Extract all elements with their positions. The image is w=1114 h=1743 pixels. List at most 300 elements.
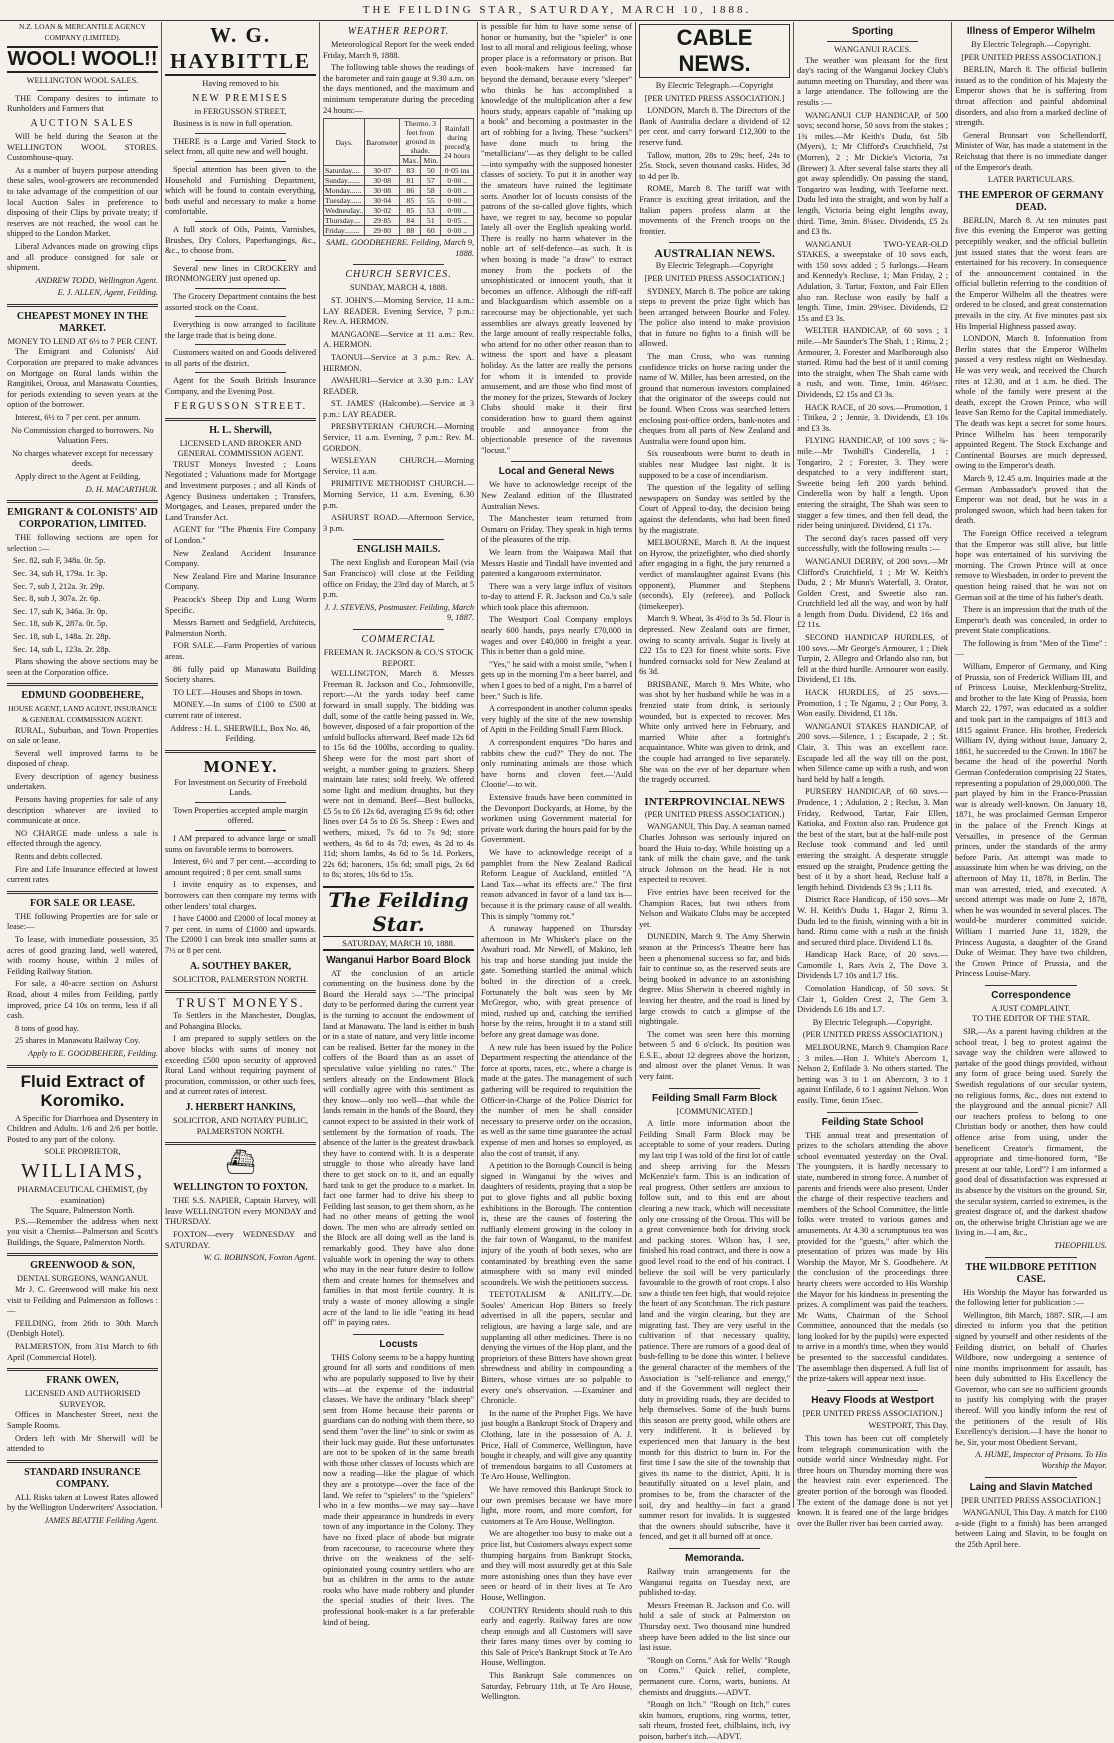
money-paragraph: I have £4000 and £2000 of local money at 7 per cent. in sums of £1000 and upwards. The £2000 I can break into smaller sums at 7½ or 8 per cent.: [165, 914, 317, 955]
cable-title: CABLE NEWS.: [639, 24, 790, 78]
greenwood-paragraph: PALMERSTON, from 31st March to 6th April (Commercial Hotel).: [7, 1342, 159, 1362]
signature: W. G. ROBINSON, Foxton Agent.: [203, 1253, 317, 1263]
sherwill-paragraph: Messrs Barnett and Sedgfield, Architects, Palmerston North.: [165, 618, 317, 638]
race-item: District Race Handicap, of 150 sovs—Mr W. H. Keith's Dudu 1, Hagar 2, Rimu 3. Dudu led to the finish, winning with a bit in hand. Rimu came with a rush at the finish and secured third place. Dividend L1 8s.: [797, 895, 949, 947]
dead-title: THE EMPEROR OF GERMANY DEAD.: [958, 189, 1105, 213]
race-item: PURSERY HANDICAP, of 60 sovs.—Prudence, 1 ; Adulation, 2 ; Reclus, 3. Man Friday, Redwood, Tartar, Fair Ellen, Katioka, and Foxton also ran. Prudence got the best of the start, but at the half-mile post Recluse took command and led until entering the straight. A desperate struggle ensued up the straight, Prudence getting the best of it by a short head, Recluse half a length behind. Dividends £3 9s ; L11 8s.: [797, 787, 949, 892]
table-cell: 84: [400, 216, 421, 226]
haybittle-paragraph: Agent for the South British Insurance Company, and the Evening Post.: [165, 376, 317, 397]
press-association: (PER UNITED PRESS ASSOCIATION.): [802, 1030, 943, 1040]
owen-advert: [7, 1375, 158, 1455]
table-row: [324, 166, 474, 176]
table-cell: Tuesday......: [324, 196, 365, 206]
church-date: SUNDAY, MARCH 4, 1888.: [349, 283, 448, 293]
money-paragraph: Interest, 6½ and 7 per cent.—according to amount required ; 8 per cent. small sums: [165, 857, 317, 877]
news-item: DUNEDIN, March 9. The Amy Sherwin season at the Princess's Theatre here has been a phenomenal success so far, and bids fair to continue so, as the reserved seats are being booked in advance to an astonishing degree. Miss Sherwin is cheered nightly in leaving her theatre, and the road is lined by large crowds to catch a glimpse of the nightingale.: [639, 932, 791, 1027]
divider: [7, 500, 158, 503]
race-item: HACK HURDLES, of 25 sovs.—Promotion, 1 ; Te Ngamu, 2 ; Our Pony, 3. Won easily. Dividend, £1 18s.: [797, 688, 949, 719]
sporting: [797, 26, 948, 1107]
emigrant-title: EMIGRANT & COLONISTS' AID CORPORATION, LIMITED.: [7, 507, 158, 531]
for-sale-paragraph: 8 tons of good hay.: [15, 1023, 79, 1033]
table-cell: Friday........: [324, 226, 365, 236]
table-cell: Saturday....: [324, 166, 365, 176]
news-item: LONDON, March 8. The Directors of the Bank of Australia declare a dividend of 12 per cent. and carry forward £12,300 to the reserve fund.: [639, 106, 791, 147]
stock-title: FREEMAN R. JACKSON & CO.'S STOCK REPORT.: [323, 647, 474, 668]
english-mails: [323, 544, 474, 624]
table-row: [324, 216, 474, 226]
agency-name: N.Z. LOAN & MERCANTILE AGENCY COMPANY (LIMITED).: [18, 22, 147, 42]
emigrant-advert: [7, 507, 158, 678]
list-item: Sec. 82, sub F, 348a. 0r. 5p.: [13, 556, 106, 566]
signature: J. J. STEVENS, Postmaster. Feilding, March 9, 1887.: [324, 602, 475, 623]
memoranda-title: Memoranda.: [685, 1553, 745, 1564]
race-item: SECOND HANDICAP HURDLES, of 100 sovs.—Mr George's Armourer, 1 ; Diek Turpin, 2. Allegro and Orlando also ran, but fell at the third hurdle. Armourer won easily. Dividend, £1 18s.: [797, 633, 949, 685]
signature: Apply to E. GOODBEHERE, Feilding.: [27, 1048, 159, 1058]
news-item: "Rough on Corns." Ask for Wells' "Rough on Corns." Quick relief, complete, permanent cure. Corns, warts, bunions. At chemists and druggists.—ADVT.: [639, 1655, 791, 1697]
byline: By Electric Telegraph.—Copyright.: [971, 40, 1091, 49]
list-item: Sec. 18, sub K, 287a. 0r. 5p.: [13, 619, 108, 629]
interprovincial-title: INTERPROVINCIAL NEWS: [644, 795, 785, 808]
greenwood-title: GREENWOOD & SON,: [30, 1260, 135, 1272]
owen-subtitle: LICENSED AND AUTHORISED SURVEYOR.: [24, 1389, 141, 1409]
table-cell: 60: [421, 226, 441, 236]
list-item: ASHURST ROAD.—Afternoon Service, 3 p.m.: [323, 513, 475, 533]
news-item: A correspondent enquires "Do hares and rabbits chew the cud?" They do not. The only ruminating animals are those which have horns and cloven feet.—'Auld Clootie'—to wit.: [481, 738, 633, 790]
haybittle-paragraph: Everything is now arranged to facilitate the large trade that is being done.: [165, 320, 317, 340]
news-item: LONDON, March 8. Information from Berlin states that the Emperor Wilhelm passed a very restless night on Wednesday. He was very weak, and received the Church rites at 12.30, and at 1 a.m. he died. The whole of the family were present at the death, except the Crown Prince, who will leave San Remo for the Capital immediately. The death was kept a secret for some hours. Prince Wilhelm has been temporarily appointed Regent. The Stock Exchange and Continental Bourses are much depressed, owing to the Emperor's death.: [955, 334, 1107, 471]
foxton-paragraph: THE S.S. NAPIER, Captain Harvey, will leave WELLINGTON every MONDAY and THURSDAY.: [165, 1196, 317, 1227]
column-2: [162, 22, 320, 1508]
standard-paragraph: ALL Risks taken at Lowest Rates allowed by the Wellington Underwriters' Association.: [7, 1492, 159, 1513]
divider: [985, 985, 1077, 986]
memoranda: [639, 1553, 790, 1743]
williams-address: The Square, Palmerston North.: [30, 1206, 135, 1216]
money-paragraph: I AM prepared to advance large or small sums on favorable terms to borrowers.: [165, 834, 317, 854]
divider: [827, 1112, 918, 1113]
church-title: CHURCH SERVICES.: [345, 269, 452, 281]
money-title: MONEY.: [203, 756, 278, 776]
weather-table: [323, 118, 474, 236]
for-sale-paragraph: 25 shares in Manawatu Railway Coy.: [15, 1036, 141, 1046]
correspondence-paragraph: SIR,—As a parent having children at the school treat, I beg to protest against the savage way the children were allowed to partake of the good things provided, without any form of grace being used. Surely the Swedish regulations of our secular system, no religious forms, &c., does not extend to the playground and the annual picnic? All our teachers profess to belong to one Christian body or another, then how could offence arise from using, under the beneficent Creator's firmament, the appropriate and time-honored form, "Be present at our table, Lord"? I am informed a good deal of dissatisfaction was expressed at its absence by the visitors on the ground. Sir, the secular system, carried to extremes, is the greatest disgrace of, and the darkest shadow on, the otherwise bright Christian age we are living in.—I am, &c.,: [955, 1027, 1107, 1238]
goodbehere-paragraph: Several well improved farms to be disposed of cheap.: [7, 748, 159, 769]
news-item: Five entries have been received for the Champion Races, but two others from Nelson and Waikato Clubs may be accepted yet.: [639, 887, 791, 929]
table-cell: 30·02: [365, 206, 400, 216]
locusts-article: [323, 1339, 474, 1628]
table-cell: 0·00 ..: [441, 186, 474, 196]
news-item: March 9, 12.45 a.m. Inquiries made at the German Ambassador's proved that the Emperor was not dead, but he was in a prolonged swoon, which had been taken for death.: [955, 473, 1107, 526]
goodbehere-paragraph: RURAL, Suburban, and Town Properties on sale or lease.: [7, 725, 159, 746]
news-item: William, Emperor of Germany, and King of Prussia, son of Frederick William III, and of Princess Louise, Mecklenburg-Strelitz, and brother to the late King of Prussia, born March 22, 1797, was educated as a soldier and took part in the campaigns of 1813 and 1815 against France. His brother, Frederick William IV, dying without issue, January 2, 1861, he succeeded to the Crown. In 1867 he became the head of the powerful North German Confederation comprising 22 States, representing a population of 29,000,000. The part played by him in the Franco-Prussian war is already well-known. On January 18, 1871, he was proclaimed German Emperor in the palace of the French Kings at Versailles, in presence of the German princes, under the standards of the army before Paris. An attempt was made to assassinate him when he was driving, on the afternoon of May 11, 1878, in Berlin. The man was arrested, tried, and executed. A second attempt was made on June 2, 1878, when he was wounded in several places. The would-be murderer committed suicide. William I married June 11, 1829, the Princess Augusta, a daughter of the Grand Duke of Weimar. They have two children, the Crown Prince of Prussia, and the Princess Louise-Mary.: [955, 662, 1107, 979]
signature: SAML. GOODBEHERE. Feilding, March 9, 1888.: [325, 238, 475, 258]
news-item: General Bronsart von Schellendorff, Minister of War, has made a statement in the Reichstag that there is no immediate danger of the Emperor's death.: [955, 130, 1107, 172]
haybittle-paragraph: Several new lines in CROCKERY and IRONMONGERY just opened up.: [165, 263, 317, 284]
owen-paragraph: Orders left with Mr Sherwill will be attended to: [7, 1433, 159, 1454]
table-cell: Monday......: [324, 186, 365, 196]
table-cell: 30·08: [365, 186, 400, 196]
koromiko-paragraph: A Specific for Diarrhoea and Dysentery in Children and Adults. 1/6 and 2/6 per bottle. Posted to any part of the colony.: [7, 1113, 159, 1144]
paper-masthead: The Feilding Star.: [323, 886, 474, 937]
column-7: [952, 22, 1110, 1549]
race-item: MELBOURNE, March 9. Champion Race ; 3 miles.—Hon J. White's Abercorn 1, Nelson 2, Enfilade 3. No others started. The betting was 3 to 1 on Abercorn, 3 to 1 against Enfilade, 6 to 1 against Nelson. Won easily. Time, 6min 15sec.: [797, 1043, 949, 1105]
correspondence: [955, 990, 1107, 1252]
column-6: [794, 22, 952, 1528]
press-association: [PER UNITED PRESS ASSOCIATION.]: [644, 93, 785, 103]
greenwood-paragraph: Mr J. C. Greenwood will make his next visit to Feilding and Palmerston as follows :—: [7, 1285, 159, 1316]
press-association: [PER UNITED PRESS ASSOCIATION.]: [644, 273, 785, 283]
table-header: Min.: [421, 156, 441, 166]
money-paragraph: For Investment on Security of Freehold Lands.: [174, 777, 307, 798]
weather-report: [323, 26, 474, 259]
divider: [7, 1460, 158, 1463]
mails-title: ENGLISH MAILS.: [356, 544, 441, 556]
list-item: WESLEYAN CHURCH.—Morning Service, 11 a.m.: [323, 456, 475, 476]
divider: [195, 372, 286, 373]
mails-paragraph: The next English and European Mail (via San Francisco) will close at the Feilding office on Friday, the 23rd day of March, at 5 p.m.: [323, 558, 475, 600]
sherwill-paragraph: TO LET.—Houses and Shops in town.: [173, 687, 303, 697]
sherwill-subtitle: LICENSED LAND BROKER AND GENERAL COMMISSION AGENT.: [177, 438, 304, 459]
news-item: The following is from "Men of the Time" :—: [955, 638, 1107, 659]
table-cell: 0·00 ..: [441, 176, 474, 186]
news-item: BERLIN, March 8. At ten minutes past five this evening the Emperor was getting perceptibly weaker, and the official bulletin just issued states that the worst fears are entertained for his recovery. In consequence of the announcement contained in the official bulletin referring to the condition of the Emperor Wilhelm all the theatres were ordered to be closed, and great consternation prevails in the city. At five minutes past six His Imperial Highness passed away.: [955, 215, 1107, 331]
locusts-paragraph: THIS Colony seems to be a happy hunting ground for all sorts and conditions of men who are popularly supposed to live by their wits—at the expense of the industrial classes. We have the ordinary "black sheep" sent from Home because their parents or guardians can do nothing with them there, so send them "over the line" to sink or swim as their luck may guide. But these unfortunates are not to be spoken of in the same breath with those other classes of locusts which are now a reading—like the plague of which they are a prototype—over the face of the land. We refer to "spielers" to the "spielers" who in a few months—we may say—have made their appearance in hundreds in every town of any importance in the Colony. They have no fixed place of abode but migrate from racecourse, to racecourse where they thrive on the weakness of the self-opinionated young country settlers who are but as children in the arms to the astute rooks who have made robbery and plunder the special studies of their lives. The professional book-maker is a far preferable kind of being.: [323, 1352, 475, 1627]
table-cell: Wednesday..: [325, 206, 364, 216]
news-item: WANGANUI, This Day. A seaman named Charles Johnson was seriously injured on board the Huia to-day. While hoisting up a tank of milk the chain gave, and the tank struck Johnson on the head. He is not expected to recover.: [639, 822, 791, 885]
table-cell: 57: [421, 176, 441, 186]
haybittle-paragraph: Business is is now in full operation.: [173, 119, 293, 129]
news-item: This Bankrupt Sale commences on Saturday, February 11th, at Te Aro House, Wellington.: [481, 1671, 633, 1702]
table-row: [324, 176, 474, 186]
table-header: Barometer: [365, 119, 400, 166]
trust-paragraph: I am prepared to supply settlers on the above blocks with sums of money not exceeding £500 upon security of approved Rural Land without requiring payment of procuration, commission, or other such fees, and at current rates of interest.: [165, 1034, 317, 1097]
race-item: FLYING HANDICAP, of 100 sovs ; ¾-mile.—Mr Twohill's Cinderella, 1 ; Tongariro, 2 ; Forester, 3. They were despatched to a very indifferent start, Sweetie being left 200 yards behind. Cinderella won by half a length. Upon entering the straight, The Shah was seen to stagger a few times, and then fell dead, the rider being uninjured. Dividend, £1 17s.: [797, 436, 949, 531]
sherwill-paragraph: AGENT for "The Phœnix Fire Company of London.": [165, 525, 317, 545]
table-cell: 29·80: [365, 226, 400, 236]
small-farm-block: [639, 1093, 790, 1543]
divider: [165, 1142, 316, 1145]
wool-subtitle: WELLINGTON WOOL SALES.: [26, 76, 139, 86]
wool-title: WOOL! WOOL!!: [7, 46, 158, 73]
foxton-paragraph: FOXTON—every WEDNESDAY and SATURDAY.: [165, 1229, 317, 1250]
goodbehere-paragraph: NO CHARGE made unless a sale is effected through the agency.: [7, 828, 159, 849]
floods-title: Heavy Floods at Westport: [811, 1394, 934, 1406]
list-item: PRESBYTERIAN CHURCH.—Morning Service, 11 a.m. Evening, 7 p.m.: Rev. M. GORDON.: [323, 422, 475, 453]
table-cell: 88: [400, 226, 421, 236]
races-title: WANGANUI RACES.: [833, 45, 912, 54]
foxton-title: WELLINGTON TO FOXTON.: [173, 1182, 308, 1194]
table-row: [324, 196, 474, 206]
local-news: [481, 466, 632, 1703]
byline: By Electric Telegraph.—Copyright: [655, 261, 774, 271]
news-item: A new rule has been issued by the Police Department respecting the attendance of the force at sports, races, etc., where a charge is made at the gates. The management of such gathering will be required to requisition the Officer-in-Charge of the Police District for the number of men he shall consider necessary to preserve order on the occasion, as well as the same time guarantee the actual expense of men and horses so employed, as also the cost of transit, if any.: [481, 1042, 633, 1158]
divider: [827, 41, 918, 42]
haybittle-paragraph: Special attention has been given to the Household and Furnishing Department, which will be found to contain everything, both useful and necessary to make a home comfortable.: [165, 164, 317, 217]
locusts-paragraph: is possible for him to have some sense of honor or humanity, but the "spieler" is one lost to all moral and religious feeling, whose proper place is a reformatory or prison. But even book-makers have increased far beyond the demand, because every "sleeper" who thinks he has accomplished a knowledge of the multiplication after a few hours study, appears capable of "making up a book" and becoming a postmaster in the art of robbing for a living. These "suckers" have done much to bring the "metallicians"—as they delight to be called —into sympathy with the supposed honester classes of society. To put it in another way the amateurs have ruined the legitimate sorts. Another lot of locusts consists of the patrons of the so-called glove fights, which have, we regret to say, become so popular lately all over the English speaking world. There is really no harm whatever in the noble art of self-defence—as such. It is when boxing is made "a draw" to extract money from the pockets of the unsophisticated or innocent youth, that it becomes an offence. Although the riff-raff and blackguardism which assemble on a racecourse may be objectionable, yet such assemblies are always greatly leavened by the large amount of really respectable folks, who attend for no other other reason than to witness the sport and have a pleasant holiday. As the latter are really the persons for whom it is intended to provide amusement, and are those who find most of the money for the prizes, Stewards of Jockey Clubs should make it their first consideration how to guard them against trouble and annoyance from the objectionable presence of the ravenous "locust.": [481, 22, 633, 455]
table-cell: 53: [421, 206, 441, 216]
divider: [195, 288, 286, 289]
table-cell: 55: [421, 196, 441, 206]
news-item: TEETOTALISM & ANILITY.—Dr. Soules' American Hop Bitters so freely advertised in all the papers, secular and religious, are having a large sale, and are supplanting all other medicines. There is no denying the virtues of the Hop plant, and the proprietors of these Bitters have shown great shrewdness and ability in compounding a Bitters, whose virtues are so palpable to every one's observation. —Examiner and Chronicle.: [481, 1290, 633, 1406]
emigrant-paragraph: THE following sections are open for selection :—: [7, 533, 159, 553]
owen-title: FRANK OWEN,: [46, 1375, 119, 1387]
list-item: MANGAONE—Service at 11 a.m.: Rev. A. HERMON.: [323, 329, 475, 350]
news-item: A petition to the Borough Council is being signed in Wanganui by the wives and daughters of residents, praying that a stop be put to glove fights and all public boxing exhibitions in the Borough. The contention is, these are the causes of fostering the ruffianly element growing in the colony in the fair town of Wanganui, to the manifest injury of the youth of both sexes, who are contaminated by breathing even the same atmosphere with so many evil minded scoundrels. We wish the petitioners success.: [481, 1161, 633, 1287]
news-item: MELBOURNE, March 8. At the inquest on Hyrow, the prizefighter, who died shortly after engaging in a fight, the jury returned a verdict of manslaughter against Evans (his opponent), Plummer and Stephens (seconds), Ely (referee), and Pollock (timekeeper).: [639, 538, 791, 611]
table-cell: 0·05 ..: [441, 216, 474, 226]
harbor-board-article: [323, 955, 474, 1329]
for-sale-advert: [7, 898, 158, 1060]
baker-title: A. SOUTHEY BAKER,: [189, 960, 292, 972]
locusts-title: Locusts: [379, 1338, 418, 1350]
table-cell: Thursday....: [324, 216, 365, 226]
press-association: [PER UNITED PRESS ASSOCIATION.]: [802, 1408, 943, 1418]
commercial: [323, 634, 474, 881]
australian-news: [639, 247, 790, 786]
divider: [827, 1390, 918, 1391]
hankins-title: J. HERBERT HANKINS,: [185, 1101, 296, 1113]
sherwill-title: H. L. Sherwill,: [209, 424, 272, 436]
money-subtitle: MONEY TO LEND AT 6½ to 7 PER CENT.: [7, 336, 158, 346]
commercial-title: COMMERCIAL: [361, 633, 436, 645]
divider: [353, 1334, 444, 1335]
byline: By Electric Telegraph.—Copyright.: [812, 1017, 933, 1027]
steamship-icon: ⛴: [225, 1150, 256, 1177]
trust-moneys-advert: [165, 996, 316, 1137]
news-item: "Yes," he said with a moist smile, "when I gets up in the morning I'm a beer barrel, and when I goes to bed of a night, I'm a barrel of beer." Such is life.: [481, 659, 633, 701]
table-cell: 58: [421, 186, 441, 196]
signature: E. J. ALLEN, Agent, Feilding.: [57, 288, 159, 298]
money-paragraph: No charges whatever except for necessary deeds.: [12, 448, 153, 469]
news-item: ROME, March 8. The tariff war with France is exciting great irritation, and the Italian papers profess alarm at the movements of the French troops on the frontier.: [639, 184, 791, 236]
state-school: [797, 1117, 948, 1385]
table-cell: 0·05 ins: [441, 166, 474, 176]
race-item: Handicap Hack Race, of 20 sovs.—Camomile 1, Rars Avis 2, The Dove 3. Dividends L7 10s and L7 16s.: [797, 950, 949, 981]
farm-subtitle: [COMMUNICATED.]: [676, 1106, 753, 1116]
haybittle-advert: [165, 22, 316, 413]
divider: [195, 316, 286, 317]
table-header: Max.: [400, 156, 421, 166]
byline: By Electric Telegraph.—Copyright: [655, 81, 774, 90]
local-news-title: Local and General News: [498, 466, 615, 478]
wildbore-paragraph: His Worship the Mayor has forwarded us the following letter for publication :—: [955, 1287, 1107, 1308]
correspondence-title: Correspondence: [991, 989, 1071, 1001]
wool-advert: [7, 22, 158, 299]
table-header: Rainfall during preced'g 24 hours: [441, 119, 474, 166]
sherwill-paragraph: Peacock's Sheep Dip and Lung Worm Specific.: [165, 594, 317, 615]
table-cell: 81: [400, 176, 421, 186]
dateline: WESTPORT, This Day.: [868, 1421, 949, 1431]
greenwood-subtitle: DENTAL SURGEONS, WANGANUI.: [17, 1274, 148, 1284]
stock-paragraph: WELLINGTON, March 8. Messrs Freeman R. Jackson and Co., Johnsonville, report:—At the yards today beef came forward in small supply. The bidding was dull, some of the cattle being passed in. We, however, disposed of a fair proportion of the unfold bullocks afterward. Beef made 12s 6d to 15s 6d the 100lbs, according to quality. Sheep were for the most part short of weight, a number going to graziers. Sheep maintain late rates; sold freely. We offered some light and medium draughts, but they were not in demand. Beef—Best bullocks, £5 5s to £6 12s 6d, averaging £5 9s 6d; other lines over £4 5s to £6 5s. Sheep : Ewes and wethers, mixed, 7s 6d to 7s 9d; store wethers, 4s 6d to 4s 7d; ewes, 4s 2d to 4s 11d; shorn lambs, 4s 6d to 5s 1d. Porkers, 22s 6d; baconers, 15s 6d; small pigs, 2s 6d to 8s; stores, 10s 6d to 15s.: [323, 669, 475, 880]
column-1: [4, 22, 162, 1525]
divider: [7, 1253, 158, 1256]
laing-title: Laing and Slavin Matched: [969, 1481, 1093, 1493]
wildbore-petition: [955, 1262, 1107, 1472]
divider: [165, 990, 316, 993]
race-item: HACK RACE, of 20 sovs.—Promotion, 1 ; Titikea, 2 ; Jennie, 3. Dividends, £3 10s and £3 3s.: [797, 402, 949, 433]
correspondence-to: TO THE EDITOR OF THE STAR.: [972, 1014, 1090, 1024]
press-association: [PER UNITED PRESS ASSOCIATION.]: [961, 1495, 1101, 1505]
for-sale-paragraph: THE following Properties are for sale or lease:—: [7, 911, 159, 932]
table-cell: 29·85: [365, 216, 400, 226]
divider: [7, 1065, 158, 1068]
news-item: We have to acknowledge receipt of a pamphlet from the New Zealand Radical Reform League of Auckland, entitled "A Land Tax—what its effects are." The first reason advanced in favor of a land tax is—because it is the primary cause of all wealth. This is simply "tommy rot.": [481, 847, 633, 921]
news-item: The Foreign Office received a telegram that the Emperor was still alive, but little hope was entertained of his surviving the morning. The Crown Prince will at once remove to Wiesbaden, in order to prevent the question being raised that he was not on German soil at the time of his father's death.: [955, 528, 1107, 602]
signature: THEOPHILUS.: [1054, 1240, 1107, 1250]
column-4: [478, 22, 636, 1702]
list-item: Sec. 7, sub J, 212a. 3r. 29p.: [13, 581, 105, 591]
money-paragraph: Apply direct to the Agent at Feilding,: [15, 472, 141, 481]
goodbehere-subtitle: HOUSE AGENT, LAND AGENT, INSURANCE & GENERAL COMMISSION AGENT.: [8, 704, 157, 724]
news-item: We learn from the Waipawa Mail that Messrs Hastie and Tindall have invented and patented a kangaroom exterminator.: [481, 547, 633, 579]
weather-title: WEATHER REPORT.: [347, 26, 450, 37]
greenwood-advert: [7, 1260, 158, 1363]
table-cell: 30·08: [365, 176, 400, 186]
news-item: BRISBANE, March 9. Mrs White, who was shot by her husband while he was in a frenzied state from drink, is seriously wounded, but is expected to recover. Mrs White only arrived here in February, and married White after a fortnight's acquaintance. White was given to drink, and the couple had arranged to live separately. She was on the eve of her departure when the tragedy occurred.: [639, 679, 791, 785]
table-cell: 30·07: [365, 166, 400, 176]
list-item: Sec. 34, sub H, 179a. 1r. 3p.: [13, 568, 108, 578]
wildbore-paragraph: Wellington, 8th March, 1887. SIR,—I am directed to inform you that the petition signed by yourself and other residents of the Feilding district, on behalf of Charles Wildbore, now undergoing a sentence of nine months imprisonment for assault, has been duly submitted to His Excellency the Governor, who can see no sufficient grounds to justify his complying with the prayer thereof. Will you kindly inform the rest of the petitioners of the result of His Excellency's decision.—I have the honor to be, Sir, your most Obedient Servant,: [955, 1310, 1107, 1447]
news-item: Tallow, mutton, 28s to 29s; beef, 24s to 25s. Stock, seven thousand casks. Hides, 3d to 4d per lb.: [639, 150, 791, 181]
news-item: The comet was seen here this morning between 5 and 6 o'clock. Its position was E.S.E., about 12 degrees above the horizon, and almost over the planet Venus. It was very faint.: [639, 1029, 791, 1082]
divider: [353, 539, 444, 540]
news-item: A runaway happened on Thursday afternoon in Mr Whisker's place on the Awahuri road. Mr Newell, of Makino, left his trap and horse standing just inside the gate. Something startled the animal which bolted in the direction of a creek. Fortunately the bolt was seen by Mr McGregor, who, with great presence of mind, rushed up and, catching the terrified horse by the reins, brought it to a stand still before any great damage was done.: [481, 924, 633, 1040]
table-cell: 0·00 ..: [441, 226, 474, 236]
column-3: [320, 22, 478, 1627]
baker-subtitle: SOLICITOR, PALMERSTON NORTH.: [172, 974, 309, 984]
news-item: Six rouseabouts were burnt to death in stables near Mudgee last night. It is supposed to be a case of incendiarism.: [639, 449, 791, 480]
sherwill-paragraph: New Zealand Fire and Marine Insurance Company.: [165, 571, 317, 592]
table-cell: 30·04: [365, 196, 400, 206]
later-title: LATER PARTICULARS.: [987, 175, 1075, 185]
signature: A. HUME, Inspector of Prisons. To His Worship the Mayor.: [975, 1450, 1107, 1471]
press-association: [PER UNITED PRESS ASSOCIATION.]: [961, 52, 1101, 62]
divider: [165, 418, 316, 421]
news-item: The question of the legality of selling newspapers on Sunday was settled by the Court of Appeal to-day, the decision being against the defendants, who had been fined by the magistrate.: [639, 483, 791, 535]
williams-title: WILLIAMS,: [21, 1159, 144, 1182]
race-item: The second day's races passed off very successfully, with the following results :—: [797, 533, 949, 554]
divider: [195, 161, 286, 162]
sherwill-advert: [165, 425, 316, 745]
list-item: TAONUI—Service at 3 p.m.: Rev. A. HERMON.: [323, 352, 475, 373]
news-item: COUNTRY Residents should rush to this early and eagerly. Railway fares are now cheap enough and all Customers will save their fares many times over by coming to this Sale of Price's Bankrupt Stock at Te Aro House, Wellington.: [481, 1605, 633, 1668]
divider: [669, 791, 760, 792]
money-advert: [165, 757, 316, 986]
news-item: We are altogether too busy to make out a price list, but Customers always expect some thumping bargains from Bankrupt Stocks, and they will most assuredly get at this Sale more astonishing ones than they have ever seen or heard of in their lives at Te Aro House, Wellington.: [481, 1529, 633, 1602]
list-item: PRIMITIVE METHODIST CHURCH.—Morning Service, 11 a.m. Evening, 6.30 p.m.: [323, 479, 475, 510]
divider: [195, 830, 286, 831]
news-item: Railway train arrangements for the Wanganui regatta on Tuesday next, are published to-day.: [639, 1567, 791, 1598]
divider: [669, 242, 760, 243]
race-item: WANGANUI DERBY, of 200 sovs.—Mr Clifford's Crutchfield, 1 ; Mr W. Keith's Dudu, 2 ; Mr Munn's Waterfall, 3. Orator, Golden Crest, and Sweetie also ran. Crutchfield led all the way, and won by half a length from Dudu. Dividend, £2 16s and £2 11s.: [797, 556, 949, 630]
laing-paragraph: WANGANUI, This Day. A match for £100 a-side (fight to a finish) has been arranged between Laing and Slavin, to be fought on the 25th April here.: [955, 1508, 1107, 1549]
news-item: March 9. Wheat, 3s 4½d to 3s 5d. Flour is depressed. New Zealand oats are firmer, owing to scanty arrivals. Sugar is lively at £22 15s to £23 for finest white sorts. Five hundred cornsacks sold for New Zealand at 6s 3d.: [639, 614, 791, 677]
list-item: AWAHURI—Service at 3.30 p.m.: LAY READER.: [323, 376, 475, 396]
divider: [353, 264, 444, 265]
farm-paragraph: A little more information about the Feilding Small Farm Block may be acceptable to some of your readers. During my last trip I was told of the first lot of cattle and sheep arriving for the Messrs McKenzie's farm. This is an indication of real progress. Other settlers are anxious to follow suit, and to this end are about clearing a new track, which will necessitate only one crossing of the Oroua. This will be a great convenience both for driving stock and packing stores. Wilson has, I see, finished his road contract, and there is now a good level road to the end of his contract. I believe the soil will be very particularly favourable to the growth of root crops. I also saw a thistle ten feet high, that would rejoice the heart of any Scotchman. The rich pasture land and the virgin clearing, but they are migrating fast. They are very useful in the cultivation of that necessary quality, patience. There are rumors of a good deal of bush-felling to be done this winter. I believe the general character of the members of the Association is "self-reliance and energy," and if the Government will neglect their duty in providing roads, they are decided to help themselves. Some of the bush burns this season are pretty good, while others are very indifferent. It is believed by experienced men that January is the best month for this district to burn in. For the first time I saw the site of the township that gives its name to the district, Apiti. It is beautifully situated on a level plain, and promises to be, from the character of the soil, dry and healthy—in fact a grand summer resort for invalids. It is suggested that the owners should subscribe, have it fenced, and get it all burned off at once.: [639, 1119, 791, 1542]
school-paragraph: THE annual treat and presentation of prizes to the scholars attending the above school eventuated yesterday on the Oval. The youngsters, it is hardly necessary to state, numbered in strong force. A number of parents and friends were also present. Under the charge of their respective teachers and members of the School Committee, the little folks were treated to various games and amusements. At 4.30 a scrumptuous tea was provided for the "guests," after which the presentation of prizes was made by His Worship the Mayor, Mr S. Goodbehere. At the conclusion of the proceedings three hearty cheers were accorded to His Worship the Mayor for his kindness in presenting the prizes. A compliment was paid the teachers. Mr Watts, Chairman of the School Committee, announced that the medals (so long looked for by the pupils) were expected to arrive in a month's time, when they would be presented to the successful candidates. The assemblage then dispersed. A full list of the prize-takers will appear next issue.: [797, 1130, 949, 1384]
race-item: WANGANUI STAKES HANDICAP, of 200 sovs.—Silence, 1 ; Escapade, 2 ; St. Clair, 3. This was an excellent race. Escapade led all the way till on the post, when Silence came up with a rush, and won hard held by half a length.: [797, 721, 949, 784]
sherwill-paragraph: 86 fully paid up Manawatu Building Society shares.: [165, 664, 317, 685]
money-paragraph: Town Properties accepted ample margin offered.: [173, 805, 308, 826]
divider: [195, 344, 286, 345]
money-paragraph: The Emigrant and Colonists' Aid Corporation are prepared to make advances on Mortgage on Rural lands within the Rangitikei, Oroua, and Manawatu Counties, for periods extending to seven years at the option of the borrower.: [7, 347, 159, 410]
illness-title: Illness of Emperor Wilhelm: [966, 26, 1096, 37]
table-row: [324, 226, 474, 236]
divider: [511, 461, 602, 462]
divider: [195, 260, 286, 261]
divider: [669, 1088, 760, 1089]
foxton-advert: [165, 1148, 316, 1264]
columns: [4, 22, 1110, 1741]
list-item: Sec. 18, sub L, 148a. 2r. 28p.: [13, 631, 111, 641]
race-item: Consolation Handicap, of 50 sovs. St Clair 1, Golden Crest 2, The Gem 3. Dividends L6 18s and L7.: [797, 984, 949, 1015]
wool-paragraph: THE Company desires to intimate to Runholders and Farmers that: [7, 93, 159, 114]
school-title: Feilding State School: [821, 1116, 924, 1128]
table-row: [324, 186, 474, 196]
wildbore-title: THE WILDBORE PETITION CASE.: [965, 1261, 1097, 1285]
race-item: WELTER HANDICAP, of 60 sovs ; 1 mile.—Mr Saunder's The Shah, 1 ; Rimu, 2 ; Armourer, 3. Forester and Marlborough also started. Rimu had the best of it until coming into the straight, when The Shah came with a rush, and won. Time, 1min. 46⅓sec. Dividends, £2 15s and £3 3s.: [797, 326, 949, 399]
news-item: We have removed this Bankrupt Stock to our own premises because we have more light, more room, and more comfort, for customers at Te Aro House, Wellington.: [481, 1484, 633, 1526]
sherwill-paragraph: New Zealand Accident Insurance Company.: [165, 548, 317, 569]
news-item: "Rough on Itch." "Rough on Itch," cures skin humors, eruptions, ring worms, tetter, salt rheum, frosted feet, chilblains, itch, ivy poison, barber's itch.—ADVT.: [639, 1700, 791, 1741]
divider: [195, 221, 286, 222]
table-cell: 50: [421, 166, 441, 176]
williams-subtitle: PHARMACEUTICAL CHEMIST, (by examination): [17, 1184, 148, 1205]
divider: [985, 1257, 1077, 1258]
emigrant-paragraph: Plans showing the above sections may be seen at the Corporation office.: [7, 657, 159, 677]
column-5: [636, 22, 794, 1741]
laing-slavin: [955, 1482, 1107, 1551]
williams-paragraph: P.S.—Remember the address when next you visit a Chemist—Palmerson and Scott's Buildings, the Square, Palmerston North.: [7, 1216, 159, 1247]
wool-paragraph: Liberal Advances made on growing clips and all produce consigned for sale or shipment.: [7, 241, 159, 273]
greenwood-paragraph: FEILDING, from 26th to 30th March (Denbigh Hotel).: [7, 1318, 159, 1339]
interprovincial-news: [639, 796, 790, 1083]
divider: [7, 891, 158, 894]
westport-floods: [797, 1395, 948, 1530]
news-item: The Westport Coal Company employs nearly 600 hands, pays nearly £70,000 in wages and over £40,000 in freight a year. This is better than a gold mine.: [481, 615, 633, 657]
koromiko-title: Fluid Extract of Koromiko.: [20, 1071, 145, 1110]
table-header: Thermo. 3 feet from ground in shade.: [400, 119, 441, 156]
haybittle-paragraph: in FERGUSSON STREET,: [194, 106, 287, 116]
news-item: There was a very large influx of visitors to-day to attend F. R. Jackson and Co.'s sale which took place this afternoon.: [481, 581, 633, 612]
signature: JAMES BEATTIE Feilding Agent.: [44, 1515, 159, 1525]
news-item: The Manchester team returned from Osmaru on Friday. They speak in high terms of the pleasures of the trip.: [481, 514, 633, 545]
news-item: Messrs Freeman R. Jackson and Co. will hold a sale of stock at Palmerston on Thursday next. Two thousand nine hundred sheep have been added to the list since our last issue.: [639, 1600, 791, 1653]
correspondence-subtitle: A JUST COMPLAINT.: [991, 1003, 1071, 1013]
haybittle-paragraph: The Grocery Department contains the best assorted stock on the Coast.: [165, 291, 317, 312]
for-sale-title: FOR SALE OR LEASE.: [29, 897, 136, 909]
money-paragraph: No Commission charged to borrowers. No Valuation Fees.: [11, 425, 154, 446]
fergusson-street: FERGUSSON STREET.: [173, 400, 308, 412]
list-item: Sec. 17, sub K, 346a. 3r. 0p.: [13, 606, 108, 616]
news-item: A correspondent in another column speaks very highly of the site of the new township of Apiti in the Feilding Small Farm Block.: [481, 704, 633, 735]
table-cell: 83: [400, 166, 421, 176]
wool-paragraph: As a number of buyers purpose attending these sales, wool-growers are recommended to take advantage of the competition of our local Auction Sales in preference to disposing of their Clips by private treaty; if reserves are not reached, the wool can be shipped to the London Market.: [7, 165, 159, 239]
sporting-title: Sporting: [852, 26, 894, 37]
weather-paragraph: Meteorological Report for the week ended Friday, March 9, 1888.: [323, 40, 475, 60]
table-cell: 0·00 ..: [441, 206, 474, 216]
table-cell: 85: [400, 196, 421, 206]
divider: [195, 133, 286, 134]
weather-paragraph: The following table shows the readings of the barometer and rain gauge at 9.30 a.m. on the days mentioned, and the maximum and minimum temperature during the preceding 24 hours:—: [323, 63, 475, 115]
locusts-continued: [481, 22, 632, 456]
sherwill-paragraph: MONEY.—In sums of £100 to £500 at current rate of interest.: [165, 700, 317, 720]
news-item: The man Cross, who was running confidence tricks on horse racing under the name of W. Miller, has been arrested, on the ground that numerous investors complained that the originator of the sweeps could not be found. When Cross was searched letters enclosing post-office orders, bank-notes and cheques from all parts of New Zealand and Australia were found upon him.: [639, 352, 791, 446]
new-premises-heading: NEW PREMISES: [192, 92, 289, 104]
for-sale-paragraph: For sale, a 40-acre section on Ashurst Road, about 4 miles from Feilding, partly improved, price £4 10s on terms, less if all cash.: [7, 979, 159, 1021]
list-item: ST. JOHN'S.—Morning Service, 11 a.m.: LAY READER. Evening Service, 7 p.m.: Rev. A. HERMON.: [323, 295, 475, 327]
